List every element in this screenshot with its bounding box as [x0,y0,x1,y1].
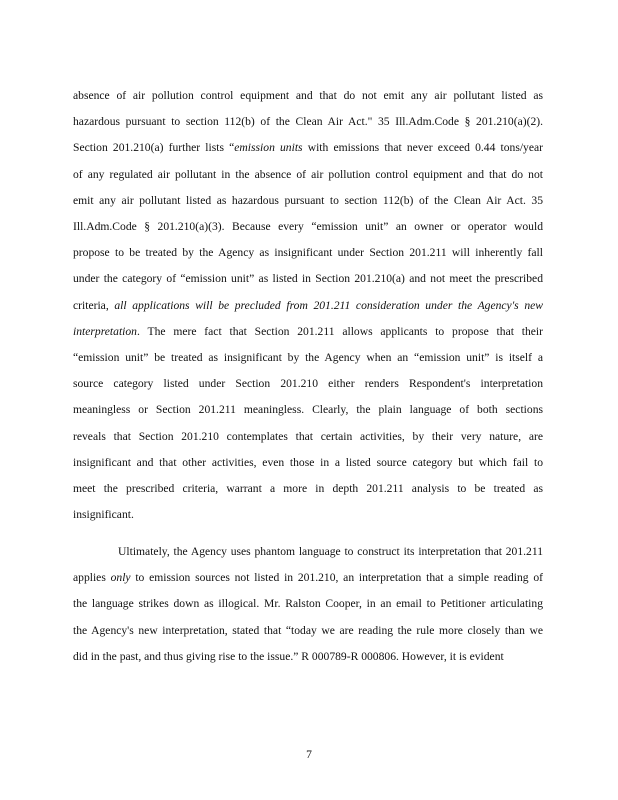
text-segment: Section 201.210(a) further lists “ [73,141,235,155]
text-line: absence of air pollution control equipment and that do not emit any air pollutant listed as [73,89,543,102]
text-line: “emission unit” be treated as insignificant by the Agency when an “emission unit” is itself a [73,351,543,364]
text-segment: applies [73,571,111,585]
text-line: of any regulated air pollutant in the absence of air pollution control equipment and that do not [73,167,543,181]
text-line: propose to be treated by the Agency as insignificant under Section 201.211 will inherently fall [73,246,543,260]
text-line: hazardous pursuant to section 112(b) of the Clean Air Act." 35 Ill.Adm.Code § 201.210(a)(2). [73,115,543,129]
text-segment: to emission sources not listed in 201.210, an interpretation that a simple reading of [130,571,543,585]
text-line [73,299,543,313]
text-segment: with emissions that never exceed 0.44 tons/year [302,141,544,155]
text-line: insignificant. [73,508,134,522]
text-line [73,141,543,155]
text-line: did in the past, and thus giving rise to the issue.” R 000789-R 000806. However, it is evident [73,649,504,663]
text-line: Ill.Adm.Code § 201.210(a)(3). Because every “emission unit” an owner or operator would [73,220,543,233]
text-line: emit any air pollutant listed as hazardous pursuant to section 112(b) of the Clean Air Act. 35 [73,193,543,207]
text-line: the Agency's new interpretation, stated that “today we are reading the rule more closely than we [73,623,543,637]
text-line: insignificant and that other activities, even those in a listed source category but which fail to [73,455,543,469]
text-line [73,325,543,339]
text-line: under the category of “emission unit” as listed in Section 201.210(a) and not meet the prescribed [73,272,543,286]
text-line: the language strikes down as illogical. Mr. Ralston Cooper, in an email to Petitioner articulating [73,597,543,611]
text-line: reveals that Section 201.210 contemplates that certain activities, by their very nature, are [73,429,543,443]
page-number: 7 [306,748,312,761]
text-line: Ultimately, the Agency uses phantom language to construct its interpretation that 201.211 [118,545,543,558]
text-line: meaningless or Section 201.211 meaningless. Clearly, the plain language of both sections [73,403,543,417]
text-segment: criteria, [73,298,115,312]
emphasized-text: all applications will be precluded from 201.211 consideration under the Agency's new [114,298,543,312]
emphasized-text: interpretation [73,324,137,338]
text-segment: . The mere fact that Section 201.211 allows applicants to propose that their [136,324,543,338]
text-line: meet the prescribed criteria, warrant a more in depth 201.211 analysis to be treated as [73,482,543,495]
text-line: source category listed under Section 201.210 either renders Respondent's interpretation [73,377,543,391]
emphasized-text: emission units [234,141,303,155]
emphasized-text: only [110,571,131,585]
text-line [73,571,543,585]
